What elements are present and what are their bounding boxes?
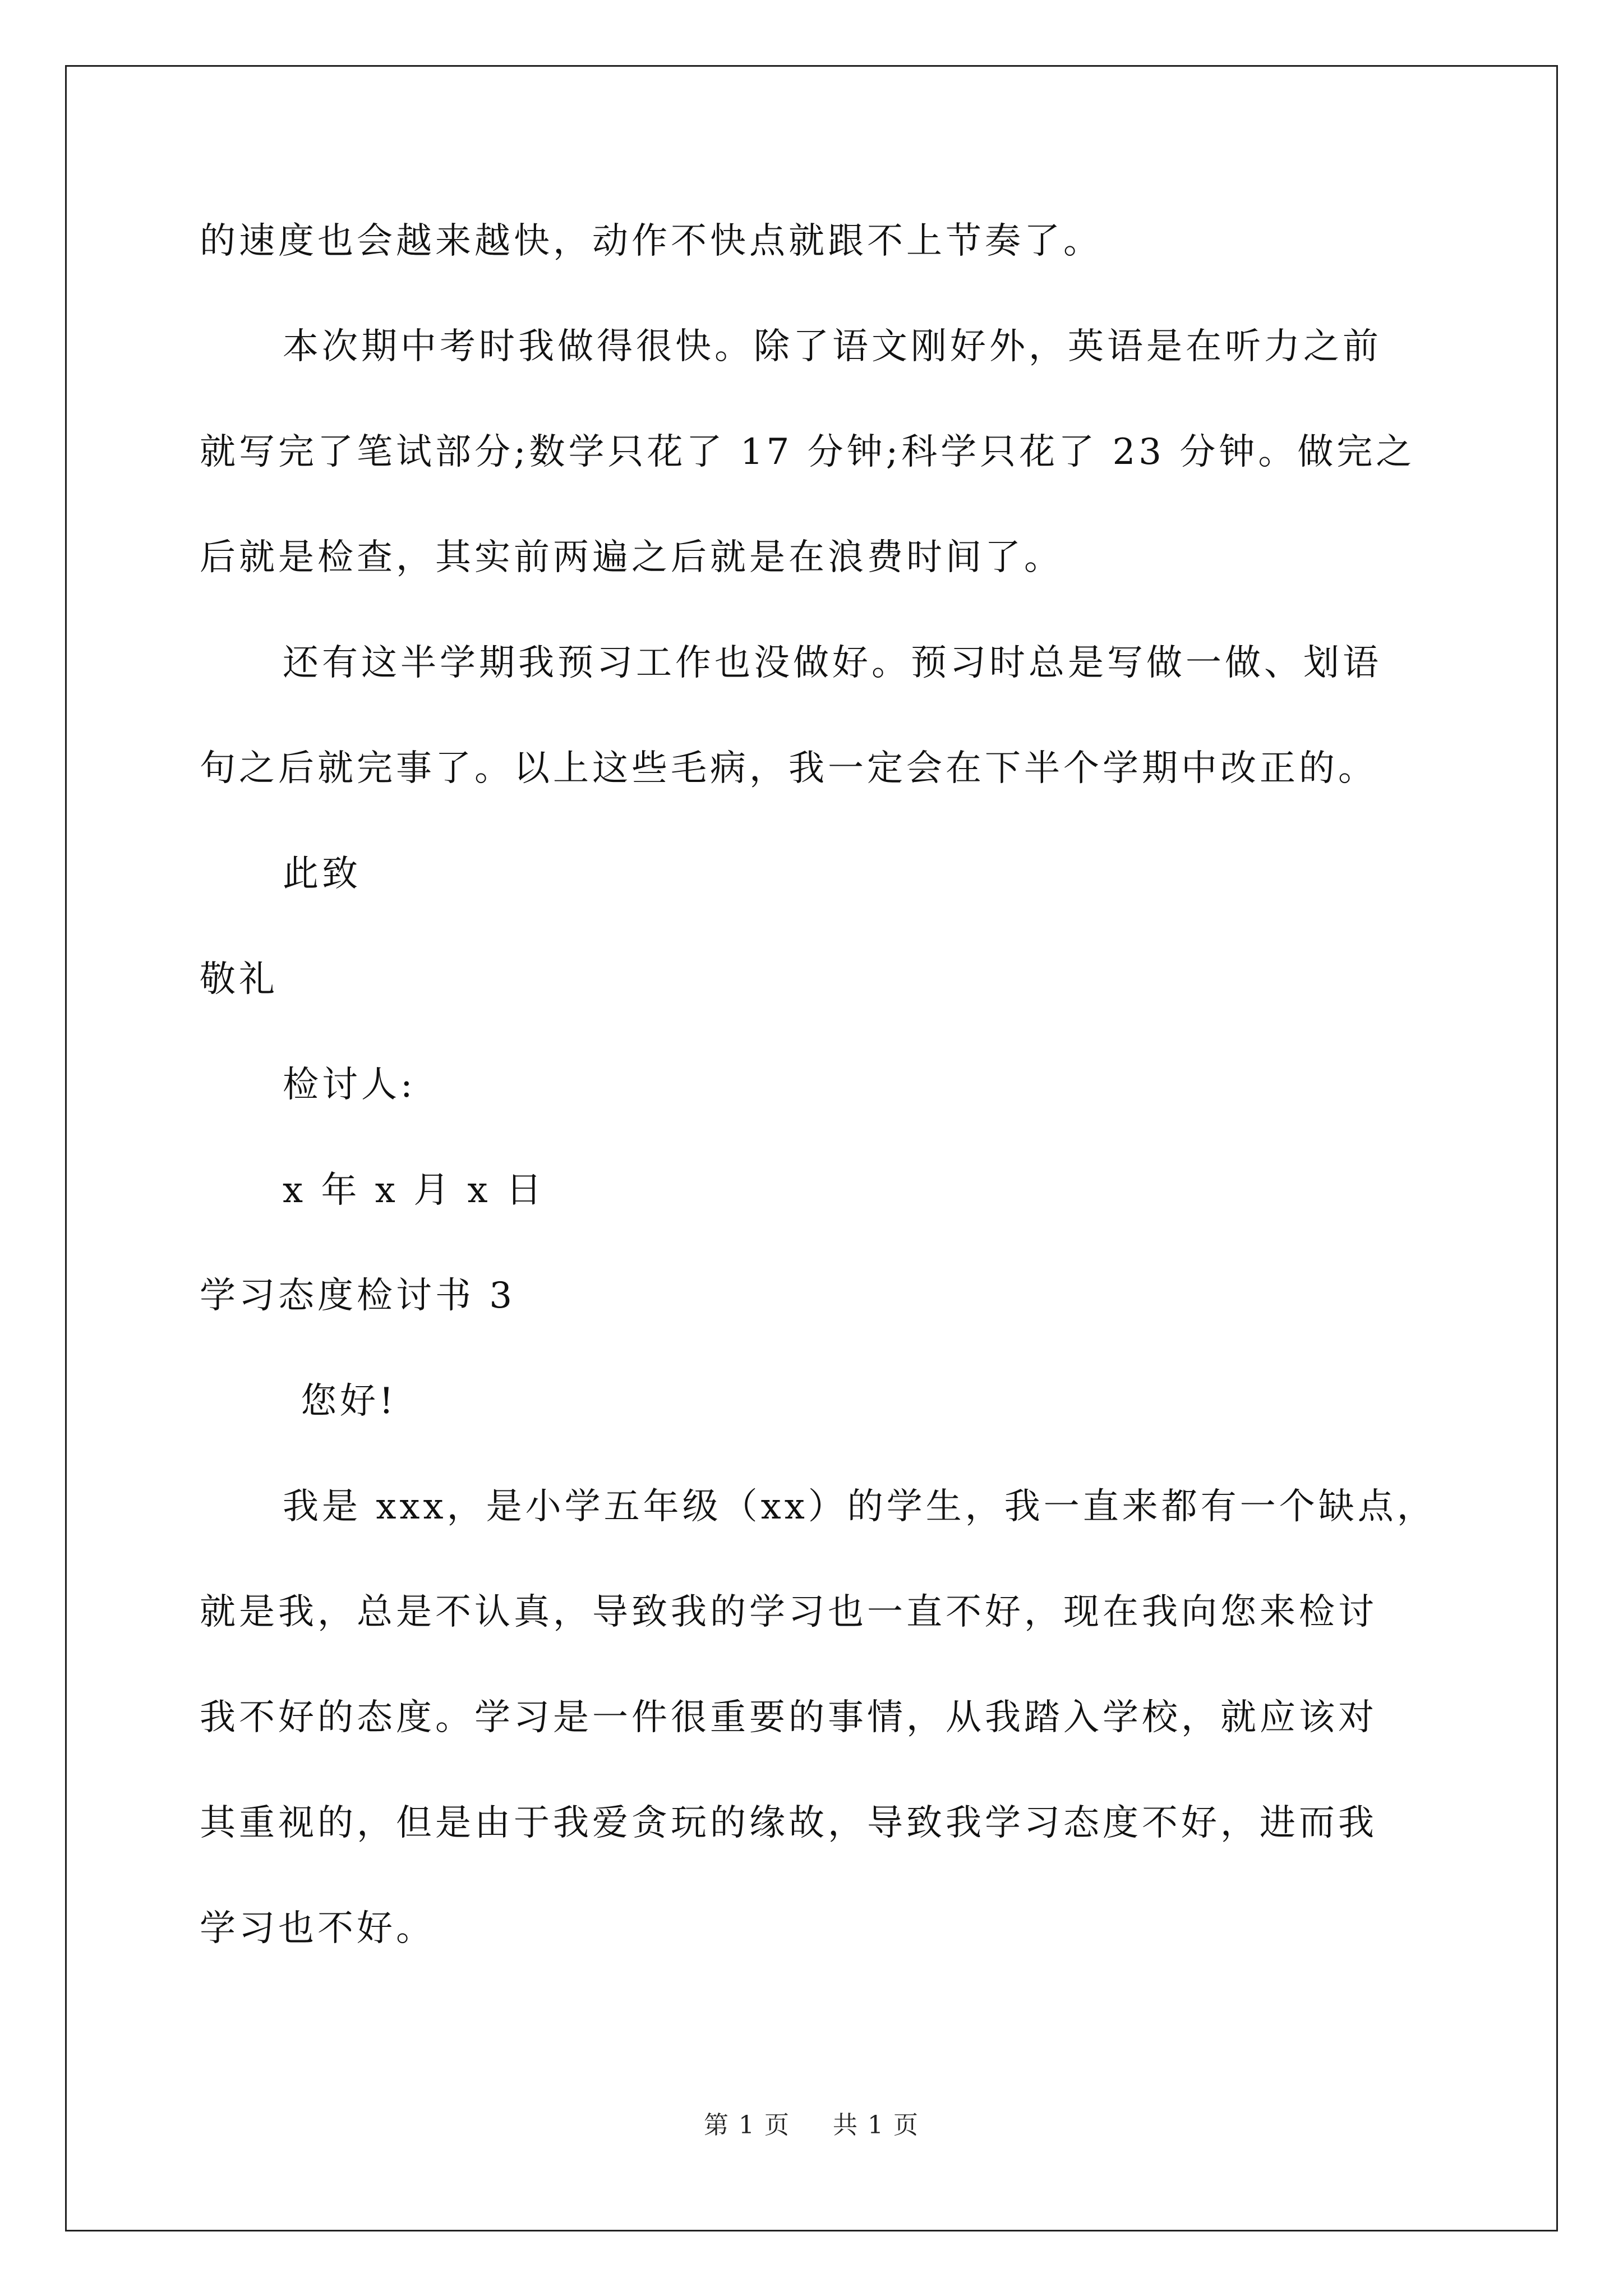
text-line: 就是我，总是不认真，导致我的学习也一直不好，现在我向您来检讨 <box>200 1591 1377 1633</box>
text-line: 本次期中考时我做得很快。除了语文刚好外，英语是在听力之前 <box>283 326 1382 367</box>
text-line: 我是 xxx，是小学五年级（xx）的学生，我一直来都有一个缺点， <box>283 1486 1436 1527</box>
greeting: 您好! <box>301 1381 397 1422</box>
text-line: 我不好的态度。学习是一件很重要的事情，从我踏入学校，就应该对 <box>200 1697 1377 1738</box>
text-line: 其重视的，但是由于我爱贪玩的缘故，导致我学习态度不好，进而我 <box>200 1802 1377 1844</box>
signature-label: 检讨人: <box>283 1064 416 1106</box>
text-line: 的速度也会越来越快，动作不快点就跟不上节奏了。 <box>200 220 1103 262</box>
date-line: x 年 x 月 x 日 <box>283 1170 545 1211</box>
section-title: 学习态度检讨书 3 <box>200 1275 516 1317</box>
text-line: 还有这半学期我预习工作也没做好。预习时总是写做一做、划语 <box>283 642 1382 684</box>
text-line: 句之后就完事了。以上这些毛病，我一定会在下半个学期中改正的。 <box>200 748 1377 789</box>
closing-regards: 敬礼 <box>200 959 278 1000</box>
closing-salutation: 此致 <box>283 853 361 895</box>
page-number-total: 共 1 页 <box>833 2111 919 2139</box>
text-line: 后就是检查，其实前两遍之后就是在浪费时间了。 <box>200 537 1063 578</box>
document-body <box>200 213 1478 2006</box>
page-number-current: 第 1 页 <box>704 2111 790 2139</box>
text-line: 就写完了笔试部分;数学只花了 17 分钟;科学只花了 23 分钟。做完之 <box>200 431 1415 473</box>
page-footer <box>0 2105 1623 2141</box>
text-line: 学习也不好。 <box>200 1908 435 1949</box>
